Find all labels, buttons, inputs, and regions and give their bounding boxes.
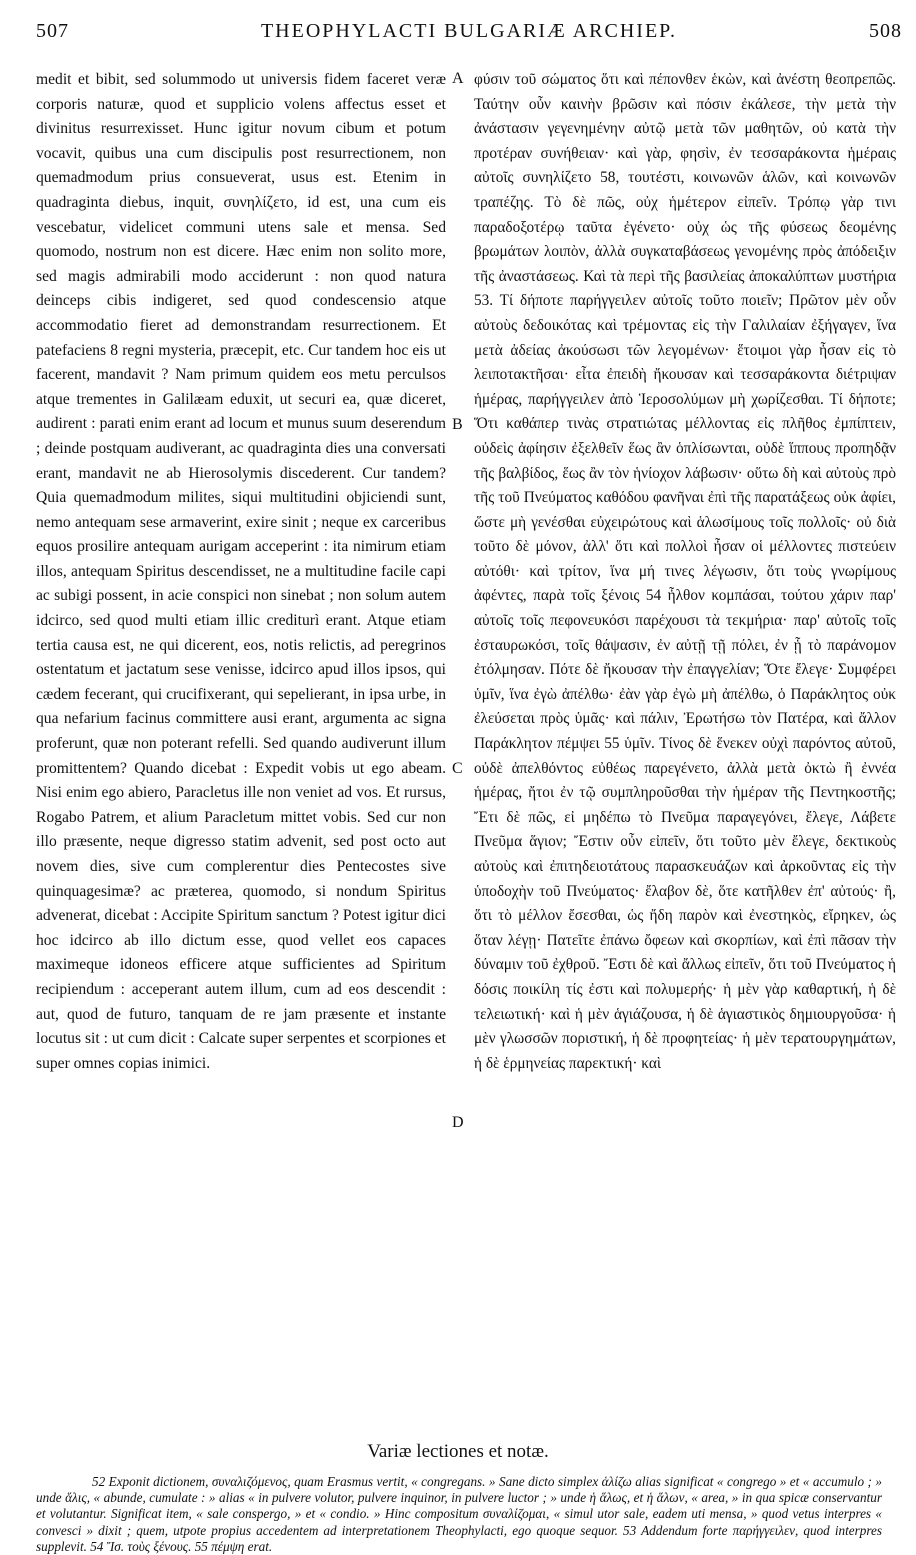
margin-marker-b: B [452, 416, 463, 433]
margin-marker-d: D [452, 1114, 464, 1131]
greek-column [474, 68, 896, 1076]
page-number-left: 507 [36, 20, 69, 42]
running-title: THEOPHYLACTI BULGARIÆ ARCHIEP. [260, 20, 678, 42]
footnotes [36, 1474, 882, 1555]
latin-column [36, 68, 446, 1076]
greek-text: φύσιν τοῦ σώματος ὅτι καὶ πέπονθεν ἑκὼν, καὶ ἀνέστη θεοπρεπῶς. Ταύτην οὖν καινὴν βρῶσιν καὶ πόσιν ἐκάλεσε, τὴν μετὰ τὴν ἀνάστασιν γεγενημένην αὐτῷ μετὰ τῶν μαθητῶν, οὐ κατὰ τὴν προτέραν συνήθειαν· καὶ γὰρ, φησὶν, ἐν τεσσαράκοντα ἡμέραις αὐτοῖς συνηλίζετο 58, τουτέστι, κοινωνῶν ἁλῶν, καὶ κοινωνῶν τραπέζης. Τὸ δὲ πῶς, οὐχ ἡμέτερον εἰπεῖν. Τρόπῳ γὰρ τινι παραδοξοτέρῳ ταῦτα ἐγένετο· οὐχ ὡς τῆς φύσεως δεομένης βρωμάτων λοιπὸν, ἀλλὰ συγκαταβάσεως γενομένης πρὸς ἀπόδειξιν τῆς ἀναστάσεως. Καὶ τὰ περὶ τῆς βασιλείας ἀποκαλύπτων μυστήρια 53. Τί δήποτε παρήγγειλεν αὐτοῖς τοῦτο ποιεῖν; Πρῶτον μὲν οὖν αὐτοὺς δεδοικότας καὶ τρέμοντας εἰς τὴν Γαλιλαίαν ἐξήγαγεν, ἵνα μετὰ ἀδείας ἀκούσωσι τῶν λεγομένων· ἕτοιμοι γὰρ ἦσαν εἰς τὸ λειποτακτῆσαι· εἶτα ἐπειδὴ ἤκουσαν καὶ τεσσαράκοντα διέτριψαν ἡμέρας, παρήγγειλεν ἀπὸ Ἱεροσολύμων μὴ χωρίζεσθαι. Τί δήποτε; Ὅτι καθάπερ τινὰς στρατιώτας μέλλοντας εἰς πλῆθος ἐμπίπτειν, οὐδεὶς ἀφίησιν ἐξελθεῖν ἕως ἂν ὁπλίσωνται, οὐδὲ ἵππους προπηδᾷν τῆς βαλβίδος, ἕως ἂν τὸν ἡνίοχον λάβωσιν· οὕτω δὴ καὶ αὐτοὺς πρὸ τῆς τοῦ Πνεύματος καθόδου φανῆναι ἐπὶ τῆς παρατάξεως οὐκ ἀφίει, ὥστε μὴ γενέσθαι εὐχειρώτους καὶ ἁλωσίμους τοῖς πολλοῖς· οὐ διὰ τοῦτο δὲ μόνον, ἀλλ' ὅτι καὶ πολλοὶ ἦσαν οἱ μέλλοντες πιστεύειν αὐτόθι· καὶ τρίτον, ἵνα μή τινες λέγωσιν, ὅτι τοὺς γνωρίμους ἀφέντες, παρὰ τοῖς ξένοις 54 ἦλθον κομπάσαι, τούτου χάριν παρ' αὐτοῖς τοῖς πεφονευκόσι παρέχουσι τὰ τεκμήρια· παρ' αὐτοῖς τοῖς ἐσταυρωκόσι, τοῖς θάψασιν, ἐν αὐτῇ τῇ πόλει, ἐν ᾗ τὸ παράνομον ἐτόλμησαν. Πότε δὲ ἤκουσαν τὴν ἐπαγγελίαν; Ὅτε ἔλεγε· Συμφέρει ὑμῖν, ἵνα ἐγὼ ἀπέλθω· ἐὰν γὰρ ἐγὼ μὴ ἀπέλθω, ὁ Παράκλητος οὐκ ἐλεύσεται πρὸς ὑμᾶς· καὶ πάλιν, Ἐρωτήσω τὸν Πατέρα, καὶ ἄλλον Παράκλητον πέμψει 55 ὑμῖν. Τίνος δὲ ἕνεκεν οὐχὶ παρόντος αὐτοῦ, οὐδὲ ἀπελθόντος εὐθέως παρεγένετο, ἀλλὰ μετὰ ὀκτὼ ἢ ἐννέα ἡμέρας, ἤτοι ἐν τῷ συμπληροῦσθαι τὴν ἡμέραν τῆς Πεντηκοστῆς; Ἔτι δὲ πῶς, εἰ μηδέπω τὸ Πνεῦμα παραγεγόνει, ἔλεγε, Λάβετε Πνεῦμα ἅγιον; Ἔστιν οὖν εἰπεῖν, ὅτι τοῦτο μὲν ἔλεγε, δεκτικοὺς αὐτοὺς καὶ ἐπιτηδειοτάτους παρασκευάζων καὶ ἀρκοῦντας εἰς τὴν ὑποδοχὴν τοῦ Πνεύματος· ἔλαβον δὲ, ὅτε κατῆλθεν ἐπ' αὐτούς· ἢ, ὅτι τὸ μέλλον ἔσεσθαι, ὡς ἤδη παρὸν καὶ ἐνεστηκὸς, εἴρηκεν, ὡς ὅταν λέγῃ· Πατεῖτε ἐπάνω ὄφεων καὶ σκορπίων, καὶ ἐπὶ πᾶσαν τὴν δύναμιν τοῦ ἐχθροῦ. Ἔστι δὲ καὶ ἄλλως εἰπεῖν, ὅτι τοῦ Πνεύματος ἡ δόσις ποικίλη τίς ἐστι καὶ πολυμερής· ἡ μὲν γὰρ καθαρτική, ἡ δὲ τελειωτική· καὶ ἡ μὲν ἁγιάζουσα, ἡ δὲ ἁγιαστικὸς δημιουργοῦσα· ἡ μὲν γλωσσῶν ποριστική, ἡ δὲ προφητείας· ἡ μὲν τερατουργημάτων, ἡ δὲ ἑρμηνείας παρεκτική· καὶ [474, 71, 896, 1072]
notes-title: Variæ lectiones et notæ. [367, 1441, 549, 1462]
margin-marker-a: A [452, 70, 464, 87]
footnote-text: 52 Exponit dictionem, συναλιζόμενος, quam Erasmus vertit, « congregans. » Sane dicto simplex ἁλίζω alias significat « congrego » et « accumulo ; » unde ἅλις, « abunde, cumulate : » alias « in pulvere volutor, pulvere inquinor, in pulvere luctor ; » unde ἡ ἅλως, et ἡ ἅλων, « area, » in qua spicæ conservantur et volutantur. Significat item, « sale conspergo, » et « condio. » Hinc compositum συναλίζομαι, « simul utor sale, eadem uti mensa, » quod vetus interpres « convesci » dixit ; quem, utpote propius accedentem ad interpretationem Theophylacti, ego quoque sequor. 53 Addendum forte παρήγγειλεν, quod interpres supplevit. 54 Ἴσ. τοὺς ξένους. 55 πέμψη erat. [36, 1474, 882, 1554]
latin-text: medit et bibit, sed solummodo ut universis fidem faceret veræ corporis naturæ, quod et supplicio volens affectus esset et divinitus resurrexisset. Hunc igitur novum cibum et potum vocavit, quibus una cum discipulis post resurrectionem, non quemadmodum prius consueverat, usus est. Etenim in quadraginta diebus, inquit, συνηλίζετο, id est, una cum eis vescebatur, videlicet communi utens sale et mensa. Sed quomodo, nostrum non est dicere. Hæc enim non solito more, sed magis admirabili modo acciderunt : non quod natura deinceps cibis indigeret, sed quod condescensio atque accommodatio fieret ad demonstrandam resurrectionem. Et patefaciens 8 regni mysteria, præcepit, etc. Cur tandem hoc eis ut facerent, mandavit ? Nam primum quidem eos metu perculsos atque trementes in Galilæam eduxit, ut securi ea, quæ diceret, audirent : parati enim erant ad locum et munus suum deserendum ; deinde postquam audiverant, ac quadraginta dies una conversati erant, mandavit ne ab Hierosolymis discederent. Cur tandem? Quia quemadmodum milites, siqui multitudini objiciendi sunt, nemo antequam sese armaverint, exire sinit ; neque ex carceribus equos prosilire antequam aurigam acceperint : ita nimirum etiam illos, antequam Spiritus descendisset, ne a multitudine facile capi ac subigi possent, in acie conspici non sinebat ; non solum autem idcirco, sed quod multi etiam illic crediturì erant. Atque etiam tertia causa est, ne qui dicerent, eos, notis relictis, ad peregrinos ostentatum et jactatum sese venisse, idcirco apud illos ipsos, qui cædem fecerant, qui crucifixerant, qui sepelierant, in ipsa urbe, in qua nefarium facinus committere ausi erant, argumenta ac signa proferunt, quæ non poterant refelli. Sed quando audiverunt illum promittentem? Quando dicebat : Expedit vobis ut ego abeam. Nisi enim ego abiero, Paracletus ille non veniet ad vos. Et rursus, Rogabo Patrem, et alium Paracletum mittet vobis. Sed cur non illo præsente, neque digresso statim advenit, sed post octo aut novem dies, sive cum complerentur dies Pentecostes sive quinquagesimæ? ac præterea, quomodo, si nondum Spiritus advenerat, dicebat : Accipite Spiritum sanctum ? Potest igitur dici hoc idcirco ab illo dictum esse, quod vellet eos capaces maximeque idoneos efficere atque sufficientes ad Spiritum recipiendum : acceperant autem illum, cum ad eos descendit : aut, quod de futuro, tanquam de re jam præsente et instante locutus sit : ut cum dicit : Calcate super serpentes et scorpiones et super omnes copias inimici. [36, 71, 446, 1072]
page-number-right: 508 [869, 20, 902, 42]
margin-marker-c: C [452, 760, 463, 777]
page-header [36, 20, 902, 50]
